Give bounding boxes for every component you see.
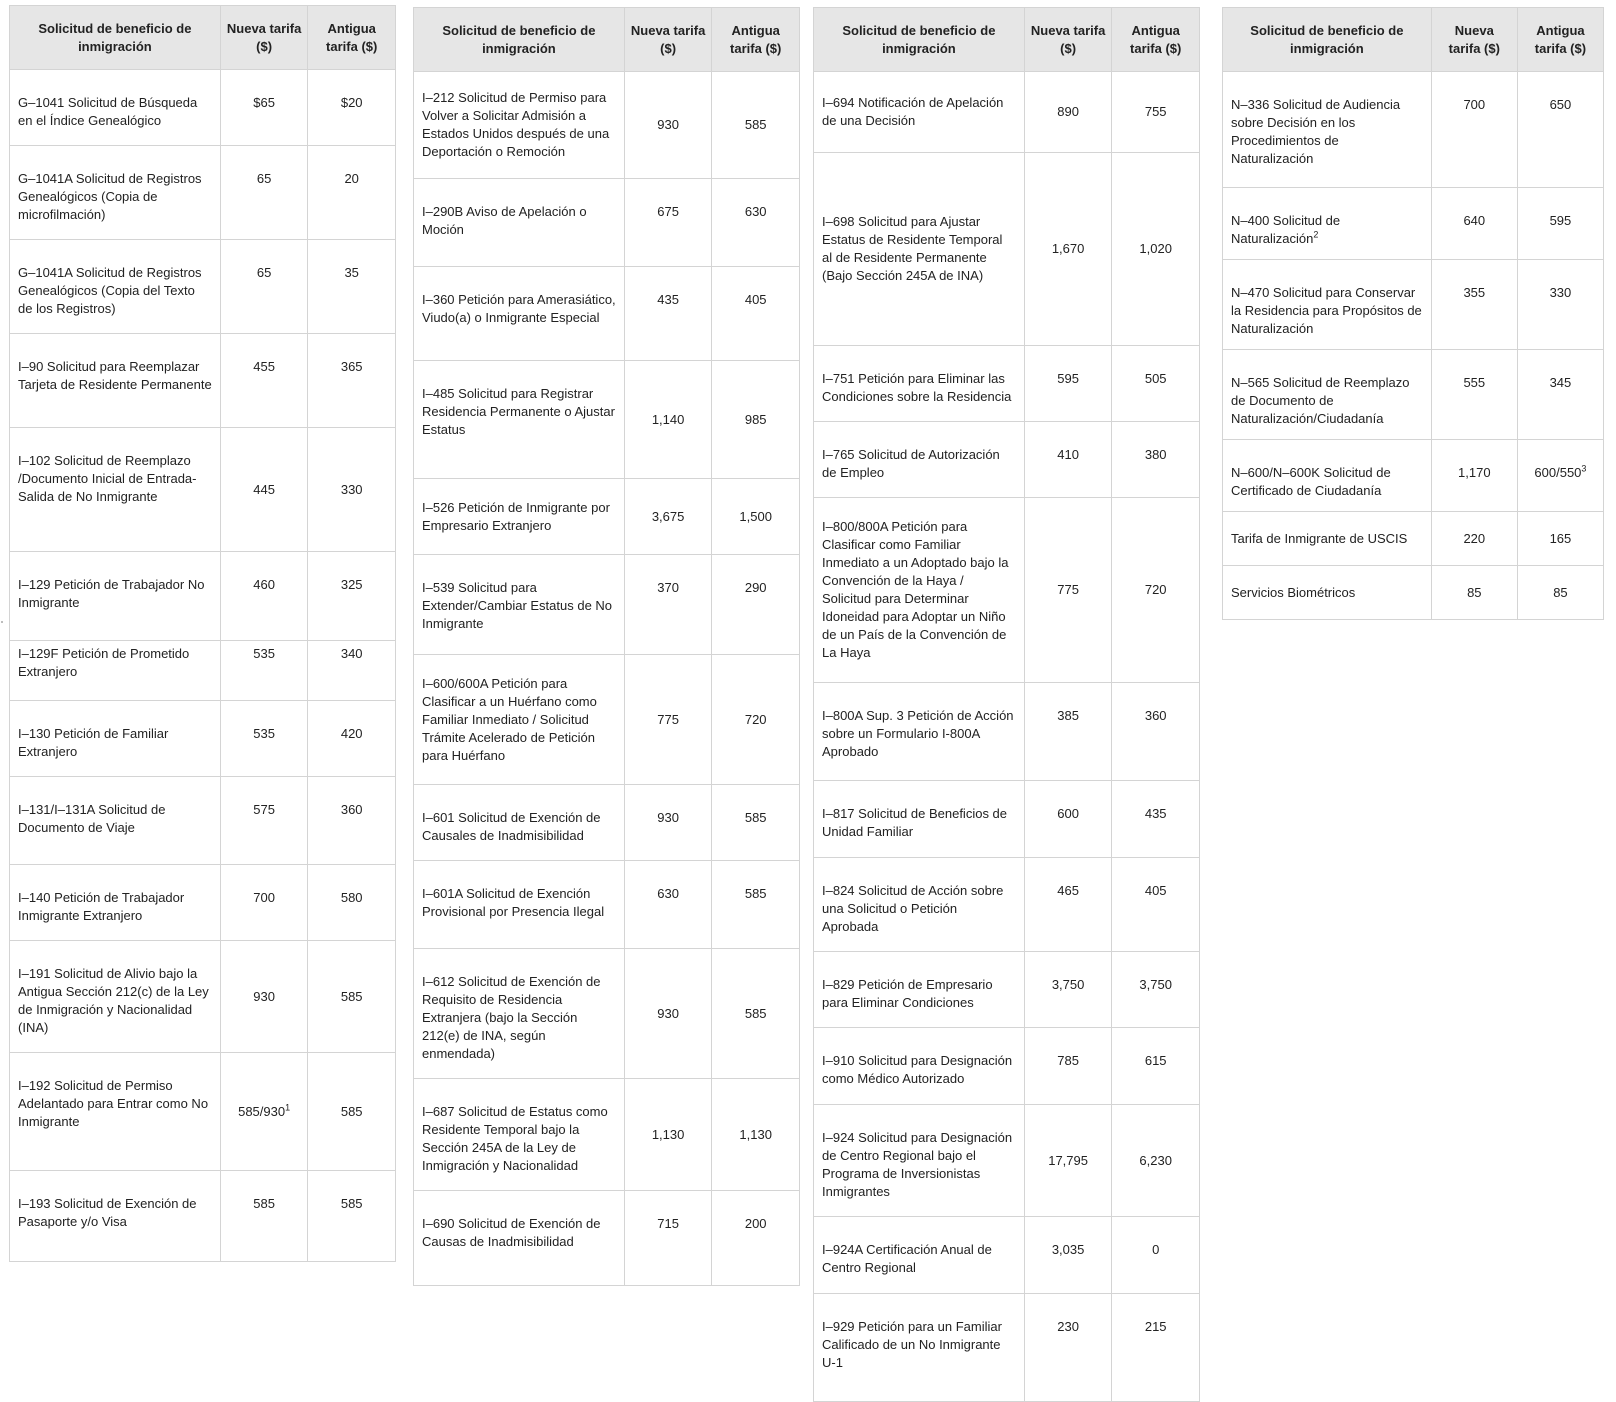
form-name: I–910 Solicitud para Designación como Médico Autorizado [814,1028,1025,1105]
col-header-new-fee: Nueva tarifa ($) [1024,8,1112,72]
old-fee: 360 [1112,683,1200,781]
form-name: I–698 Solicitud para Ajustar Estatus de Residente Temporal al de Residente Permanente (Bajo Sección 245A de INA) [814,153,1025,346]
form-name: I–539 Solicitud para Extender/Cambiar Estatus de No Inmigrante [414,555,625,655]
table-row [414,655,800,785]
old-fee: 3,750 [1112,952,1200,1028]
old-fee: 20 [308,146,396,240]
old-fee: 720 [1112,498,1200,683]
new-fee: 535 [220,641,308,701]
table-row [414,72,800,179]
old-fee: 595 [1517,188,1603,260]
old-fee: 1,130 [712,1079,800,1191]
form-name: N–336 Solicitud de Audiencia sobre Decisión en los Procedimientos de Naturalización [1223,72,1432,188]
table-row [814,1294,1200,1402]
new-fee: 555 [1431,350,1517,440]
old-fee [1517,440,1603,512]
table-row [814,1028,1200,1105]
form-name: I–526 Petición de Inmigrante por Empresario Extranjero [414,479,625,555]
table-row [814,683,1200,781]
form-name: I–130 Petición de Familiar Extranjero [10,701,221,777]
form-name: I–800/800A Petición para Clasificar como Familiar Inmediato a un Adoptado bajo la Convención de la Haya / Solicitud para Determinar Idoneidad para Adoptar un Niño de un País de la Convención de La Haya [814,498,1025,683]
table-row [1223,350,1604,440]
table-row [10,146,396,240]
col-header-benefit: Solicitud de beneficio de inmigración [414,8,625,72]
form-name: I–601 Solicitud de Exención de Causales de Inadmisibilidad [414,785,625,861]
new-fee: 930 [624,949,712,1079]
new-fee: 930 [220,941,308,1053]
col-header-old-fee: Antigua tarifa ($) [1517,8,1603,72]
table-row [10,777,396,865]
old-fee: 505 [1112,346,1200,422]
footnote-marker: 3 [1581,463,1587,474]
col-header-old-fee: Antigua tarifa ($) [308,6,396,70]
form-name: I–140 Petición de Trabajador Inmigrante Extranjero [10,865,221,941]
old-fee: 325 [308,552,396,641]
new-fee: 355 [1431,260,1517,350]
col-header-benefit: Solicitud de beneficio de inmigración [1223,8,1432,72]
table-row [10,641,396,701]
old-fee: 0 [1112,1217,1200,1294]
old-fee: 585 [712,949,800,1079]
table-header-row [1223,8,1604,72]
table-row [814,952,1200,1028]
form-name: I–600/600A Petición para Clasificar a un Huérfano como Familiar Inmediato / Solicitud Trámite Acelerado de Petición para Huérfano [414,655,625,785]
footnote-marker: 1 [285,1102,291,1113]
form-name: N–565 Solicitud de Reemplazo de Documento de Naturalización/Ciudadanía [1223,350,1432,440]
old-fee: 985 [712,361,800,479]
form-name: I–131/I–131A Solicitud de Documento de Viaje [10,777,221,865]
form-name: I–817 Solicitud de Beneficios de Unidad Familiar [814,781,1025,858]
fee-table-1 [9,5,396,1262]
table-row [814,781,1200,858]
new-fee: 640 [1431,188,1517,260]
old-fee: 435 [1112,781,1200,858]
form-name: I–687 Solicitud de Estatus como Residente Temporal bajo la Sección 245A de la Ley de Inmigración y Nacionalidad [414,1079,625,1191]
old-fee: 405 [1112,858,1200,952]
table-row [1223,440,1604,512]
old-fee: 630 [712,179,800,267]
new-fee: 445 [220,428,308,552]
table-row [414,785,800,861]
old-fee: 650 [1517,72,1603,188]
old-fee: 330 [1517,260,1603,350]
form-name: I–290B Aviso de Apelación o Moción [414,179,625,267]
old-fee: 585 [308,1053,396,1171]
new-fee: 675 [624,179,712,267]
old-fee: 580 [308,865,396,941]
form-name: I–102 Solicitud de Reemplazo /Documento Inicial de Entrada-Salida de No Inmigrante [10,428,221,552]
new-fee: $65 [220,70,308,146]
table-row [10,701,396,777]
new-fee: 775 [624,655,712,785]
form-name: I–765 Solicitud de Autorización de Empleo [814,422,1025,498]
new-fee: 220 [1431,512,1517,566]
form-name: G–1041A Solicitud de Registros Genealógicos (Copia de microfilmación) [10,146,221,240]
table-row [10,1171,396,1262]
table-row [814,1217,1200,1294]
table-row [10,941,396,1053]
table-row [814,153,1200,346]
new-fee: 930 [624,785,712,861]
form-name: I–191 Solicitud de Alivio bajo la Antigua Sección 212(c) de la Ley de Inmigración y Nacionalidad (INA) [10,941,221,1053]
new-fee: 85 [1431,566,1517,620]
new-fee: 370 [624,555,712,655]
form-name: I–929 Petición para un Familiar Calificado de un No Inmigrante U-1 [814,1294,1025,1402]
new-fee: 230 [1024,1294,1112,1402]
new-fee: 785 [1024,1028,1112,1105]
new-fee: 700 [1431,72,1517,188]
table-row [10,240,396,334]
old-fee: 340 [308,641,396,701]
form-name: I–192 Solicitud de Permiso Adelantado para Entrar como No Inmigrante [10,1053,221,1171]
old-fee: $20 [308,70,396,146]
old-fee: 420 [308,701,396,777]
form-name: I–690 Solicitud de Exención de Causas de Inadmisibilidad [414,1191,625,1286]
form-name: G–1041A Solicitud de Registros Genealógicos (Copia del Texto de los Registros) [10,240,221,334]
table-header-row [814,8,1200,72]
old-fee: 405 [712,267,800,361]
new-fee: 630 [624,861,712,949]
old-fee: 290 [712,555,800,655]
col-header-new-fee: Nueva tarifa ($) [1431,8,1517,72]
new-fee: 585 [220,1171,308,1262]
table-row [414,555,800,655]
col-header-old-fee: Antigua tarifa ($) [712,8,800,72]
old-fee: 330 [308,428,396,552]
new-fee: 715 [624,1191,712,1286]
old-fee: 585 [712,785,800,861]
table-row [10,865,396,941]
old-fee: 200 [712,1191,800,1286]
table-header-row [414,8,800,72]
form-name: I–751 Petición para Eliminar las Condiciones sobre la Residencia [814,346,1025,422]
table-row [1223,188,1604,260]
table-row [414,1191,800,1286]
form-name: I–612 Solicitud de Exención de Requisito de Residencia Extranjera (bajo la Sección 212(e) de INA, según enmendada) [414,949,625,1079]
form-name: I–601A Solicitud de Exención Provisional por Presencia Ilegal [414,861,625,949]
new-fee: 1,670 [1024,153,1112,346]
table-row [10,334,396,428]
edge-artifact [1,621,3,623]
form-name: G–1041 Solicitud de Búsqueda en el Índice Genealógico [10,70,221,146]
old-fee: 345 [1517,350,1603,440]
table-row [814,1105,1200,1217]
old-fee-value: 600/550 [1534,465,1582,480]
old-fee: 615 [1112,1028,1200,1105]
form-name: N–600/N–600K Solicitud de Certificado de Ciudadanía [1223,440,1432,512]
new-fee: 385 [1024,683,1112,781]
form-name: Servicios Biométricos [1223,566,1432,620]
form-name [1223,188,1432,260]
form-name: I–829 Petición de Empresario para Eliminar Condiciones [814,952,1025,1028]
old-fee: 585 [712,72,800,179]
form-name: I–360 Petición para Amerasiático, Viudo(a) o Inmigrante Especial [414,267,625,361]
table-row [414,361,800,479]
table-row [1223,566,1604,620]
form-name: I–129F Petición de Prometido Extranjero [10,641,221,701]
col-header-benefit: Solicitud de beneficio de inmigración [10,6,221,70]
new-fee: 3,675 [624,479,712,555]
table-row [414,949,800,1079]
col-header-benefit: Solicitud de beneficio de inmigración [814,8,1025,72]
new-fee-value: 585/930 [238,1103,286,1119]
footnote-marker: 2 [1313,229,1319,240]
new-fee: 65 [220,146,308,240]
old-fee: 85 [1517,566,1603,620]
table-row [1223,72,1604,188]
old-fee: 360 [308,777,396,865]
form-name: I–924A Certificación Anual de Centro Regional [814,1217,1025,1294]
table-row [414,179,800,267]
new-fee: 1,170 [1431,440,1517,512]
new-fee: 890 [1024,72,1112,153]
new-fee [220,1053,308,1171]
form-name: Tarifa de Inmigrante de USCIS [1223,512,1432,566]
new-fee: 410 [1024,422,1112,498]
form-name: I–485 Solicitud para Registrar Residencia Permanente o Ajustar Estatus [414,361,625,479]
new-fee: 775 [1024,498,1112,683]
table-row [814,346,1200,422]
form-name: I–129 Petición de Trabajador No Inmigrante [10,552,221,641]
fee-table-3 [813,7,1200,1402]
fee-table-2 [413,7,800,1286]
new-fee: 535 [220,701,308,777]
new-fee: 600 [1024,781,1112,858]
table-row [1223,260,1604,350]
col-header-new-fee: Nueva tarifa ($) [220,6,308,70]
new-fee: 455 [220,334,308,428]
form-name: I–193 Solicitud de Exención de Pasaporte y/o Visa [10,1171,221,1262]
new-fee: 700 [220,865,308,941]
table-row [414,267,800,361]
table-row [814,858,1200,952]
old-fee: 6,230 [1112,1105,1200,1217]
table-row [414,1079,800,1191]
old-fee: 365 [308,334,396,428]
old-fee: 1,500 [712,479,800,555]
col-header-new-fee: Nueva tarifa ($) [624,8,712,72]
table-row [10,428,396,552]
new-fee: 575 [220,777,308,865]
form-name: I–800A Sup. 3 Petición de Acción sobre un Formulario I-800A Aprobado [814,683,1025,781]
old-fee: 585 [712,861,800,949]
old-fee: 585 [308,1171,396,1262]
new-fee: 465 [1024,858,1112,952]
new-fee: 65 [220,240,308,334]
new-fee: 435 [624,267,712,361]
old-fee: 215 [1112,1294,1200,1402]
form-name: I–694 Notificación de Apelación de una Decisión [814,72,1025,153]
new-fee: 3,750 [1024,952,1112,1028]
form-name: I–212 Solicitud de Permiso para Volver a Solicitar Admisión a Estados Unidos después de una Deportación o Remoción [414,72,625,179]
old-fee: 1,020 [1112,153,1200,346]
table-row [814,72,1200,153]
table-row [814,422,1200,498]
old-fee: 585 [308,941,396,1053]
form-name: I–90 Solicitud para Reemplazar Tarjeta de Residente Permanente [10,334,221,428]
new-fee: 460 [220,552,308,641]
old-fee: 380 [1112,422,1200,498]
old-fee: 755 [1112,72,1200,153]
new-fee: 1,140 [624,361,712,479]
form-name-text: N–400 Solicitud de Naturalización [1231,213,1341,246]
table-row [814,498,1200,683]
new-fee: 17,795 [1024,1105,1112,1217]
col-header-old-fee: Antigua tarifa ($) [1112,8,1200,72]
table-row [10,70,396,146]
new-fee: 1,130 [624,1079,712,1191]
new-fee: 3,035 [1024,1217,1112,1294]
table-row [414,861,800,949]
old-fee: 35 [308,240,396,334]
old-fee: 165 [1517,512,1603,566]
form-name: I–824 Solicitud de Acción sobre una Solicitud o Petición Aprobada [814,858,1025,952]
form-name: N–470 Solicitud para Conservar la Residencia para Propósitos de Naturalización [1223,260,1432,350]
table-header-row [10,6,396,70]
old-fee: 720 [712,655,800,785]
table-row [10,1053,396,1171]
new-fee: 930 [624,72,712,179]
fee-table-4 [1222,7,1604,620]
form-name: I–924 Solicitud para Designación de Centro Regional bajo el Programa de Inversionistas Inmigrantes [814,1105,1025,1217]
table-row [10,552,396,641]
table-row [414,479,800,555]
table-row [1223,512,1604,566]
new-fee: 595 [1024,346,1112,422]
